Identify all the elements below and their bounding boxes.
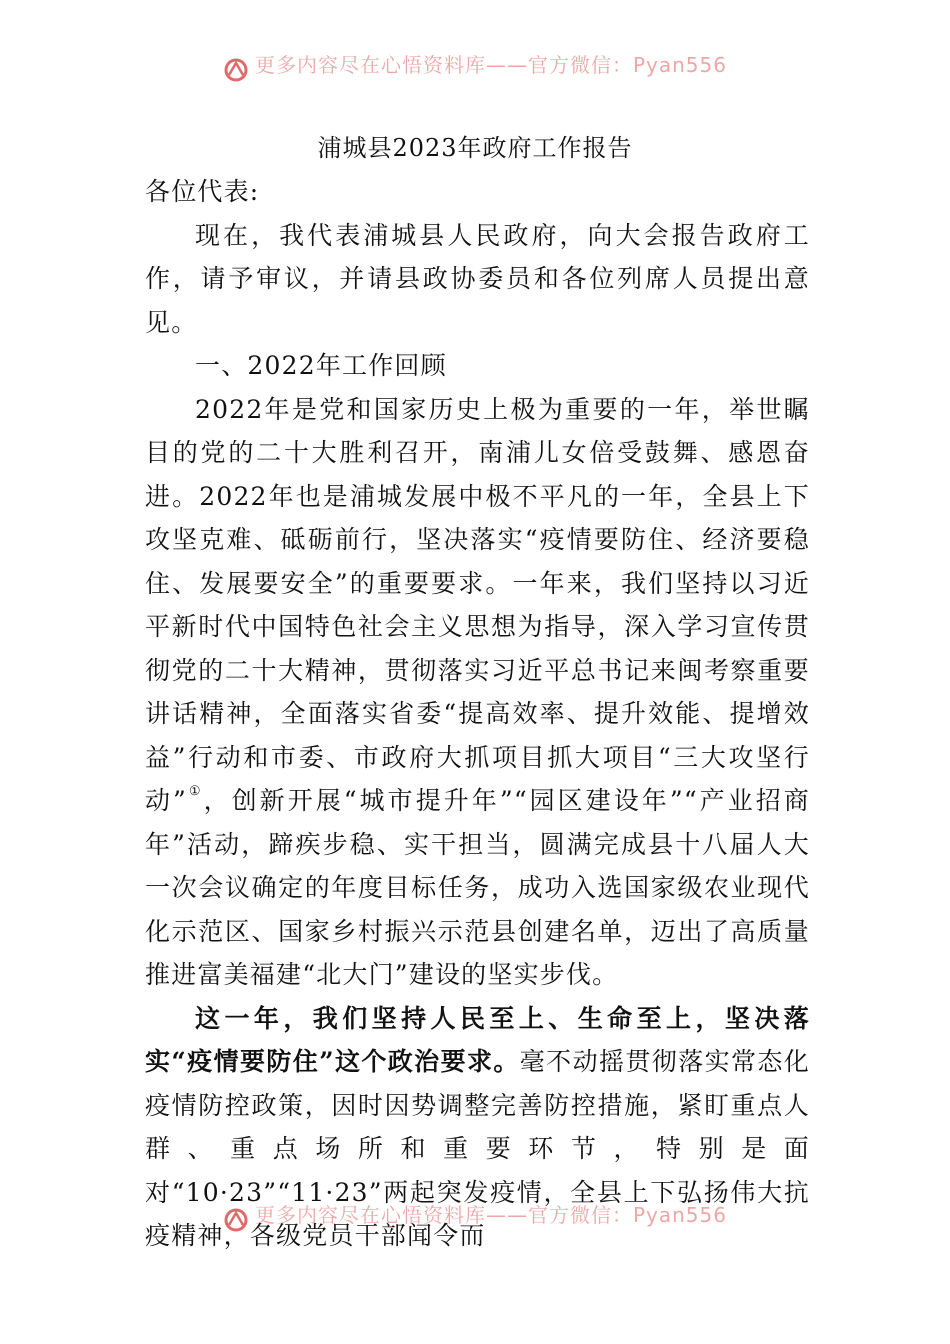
salutation: 各位代表: — [145, 177, 260, 206]
document-body — [145, 170, 810, 1258]
review-paragraph-part-a: 2022年是党和国家历史上极为重要的一年，举世瞩目的党的二十大胜利召开，南浦儿女倍受鼓舞、感恩奋进。2022年也是浦城发展中极不平凡的一年，全县上下攻坚克难、砥砺前行，坚决落实“疫情要防住、经济要稳住、发展要安全”的重要要求。一年来，我们坚持以习近平新时代中国特色社会主义思想为指导，深入学习宣传贯彻党的二十大精神，贯彻落实习近平总书记来闽考察重要讲话精神，全面落实省委“提高效率、提升效能、提增效益”行动和市委、市政府大抓项目抓大项目“三大攻坚行动” — [145, 394, 810, 815]
review-paragraph — [145, 388, 810, 997]
watermark-logo-icon — [223, 1207, 249, 1233]
review-paragraph-part-b: ，创新开展“城市提升年”“园区建设年”“产业招商年”活动，蹄疾步稳、实干担当，圆满完成县十八届人大一次会议确定的年度目标任务，成功入选国家级农业现代化示范区、国家乡村振兴示范县创建名单，迈出了高质量推进富美福建“北大门”建设的坚实步伐。 — [145, 786, 810, 989]
intro-paragraph: 现在，我代表浦城县人民政府，向大会报告政府工作，请予审议，并请县政协委员和各位列席人员提出意见。 — [145, 220, 810, 337]
watermark-footer — [0, 1202, 950, 1238]
section-heading: 一、2022年工作回顾 — [195, 351, 447, 380]
watermark-text: 更多内容尽在心悟资料库——官方微信：Pyan556 — [254, 52, 727, 77]
footnote-mark: ① — [187, 784, 204, 799]
watermark-header — [0, 52, 950, 88]
watermark-logo-icon — [223, 57, 249, 83]
document-title: 浦城县2023年政府工作报告 — [317, 134, 633, 162]
epidemic-lead-sentence: 这一年，我们坚持人民至上、生命至上，坚决落实“疫情要防住”这个政治要求。 — [145, 1003, 810, 1076]
epidemic-body: 毫不动摇贯彻落实常态化疫情防控政策，因时因势调整完善防控措施，紧盯重点人群、重点场所和重要环节，特别是面对“10·23”“11·23”两起突发疫情，全县上下弘扬伟大抗疫精神，各级党员干部闻令而 — [145, 1047, 810, 1250]
watermark-text: 更多内容尽在心悟资料库——官方微信：Pyan556 — [254, 1202, 727, 1227]
